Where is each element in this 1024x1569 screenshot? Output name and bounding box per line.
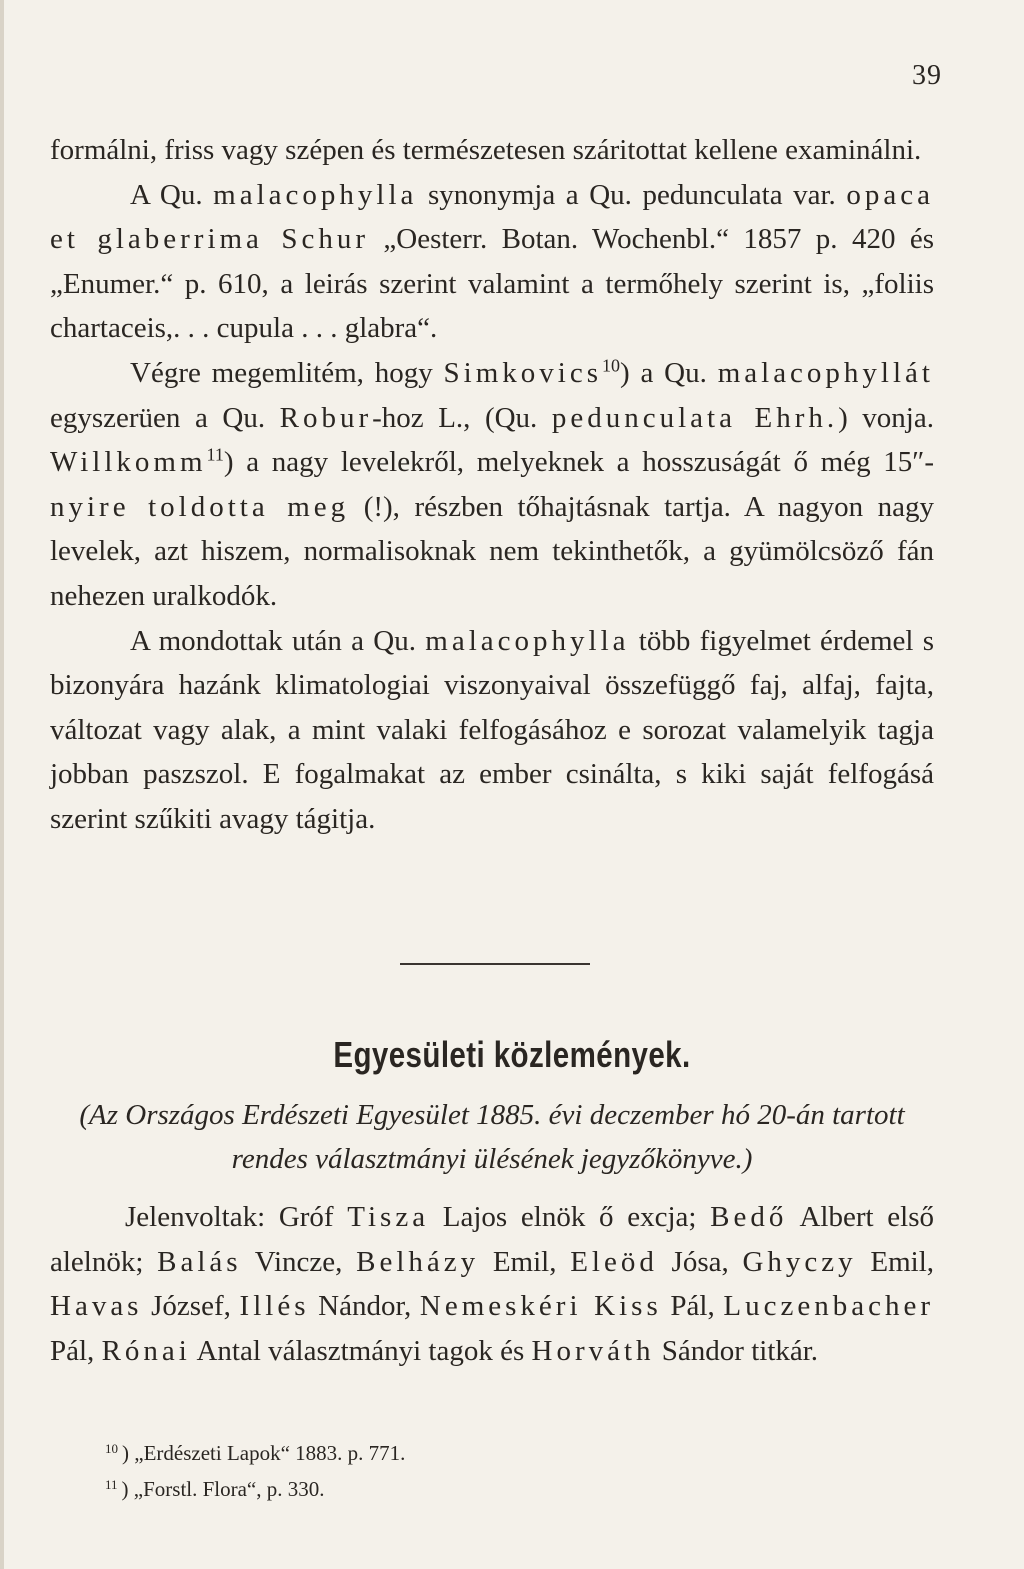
article-body (50, 128, 934, 842)
spaced-term: malacophylla (213, 178, 418, 211)
text-segment: -hoz L., (Qu. (372, 401, 552, 434)
text-segment: ) a Qu. (620, 356, 718, 389)
text-segment: Antal választmányi tagok és (190, 1334, 532, 1367)
footnote-ref: 11 (206, 444, 224, 465)
spaced-name: Simkovics (443, 356, 602, 389)
text-segment: Jósa, (657, 1245, 743, 1278)
spaced-name: Bedő (710, 1201, 788, 1233)
paragraph-4 (50, 619, 934, 842)
spaced-name: Horváth (531, 1334, 655, 1367)
text-segment: A mondottak után a Qu. (130, 624, 426, 657)
text-segment: Nándor, (309, 1290, 420, 1323)
spaced-term: malacophylla (425, 624, 630, 657)
attendees-paragraph (50, 1195, 934, 1373)
spaced-name: Rónai (101, 1334, 191, 1367)
spaced-name: Belházy (356, 1245, 480, 1278)
footnotes (105, 1433, 405, 1505)
footnote-item (105, 1469, 405, 1505)
text-segment: Vincze, (241, 1245, 357, 1278)
text-segment: A Qu. (130, 178, 214, 211)
footnote-mark: 10 (105, 1441, 118, 1456)
spaced-term: Robur (279, 401, 373, 434)
spaced-name: Luczenbacher (723, 1290, 935, 1323)
text-segment: Emil, (479, 1245, 571, 1278)
section-title: Egyesületi közlemények. (333, 1034, 691, 1075)
text-segment: „Oesterr. Botan. Wochenbl.“ 1857 p. 420 és „Enumer.“ p. 610, a leirás szerint valamint a termőhely szerint is, „foliis chartaceis,. . . cupula . . . glabra“. (50, 223, 934, 345)
spaced-name: Ghyczy (742, 1245, 857, 1278)
spaced-name: Nemeskéri Kiss (419, 1290, 662, 1323)
footnote-ref: 10 (602, 355, 620, 376)
section-subtitle: (Az Országos Erdészeti Egyesület 1885. évi deczember hó 20-án tartott rendes választmányi ülésének jegyzőkönyve.) (79, 1099, 905, 1175)
text-segment: (!), részben tőhajtásnak tartja. A nagyon nagy levelek, azt hiszem, normalisoknak nem tekinthetők, a gyümölcsöző fán nehezen uralkodók. (50, 490, 934, 612)
text-segment: Végre megemlitém, hogy (130, 356, 444, 389)
text-segment: synonymja a Qu. pedunculata var. (417, 178, 847, 211)
text-segment: Albert első alelnök; (50, 1201, 934, 1278)
spaced-term: nyire toldotta meg (50, 490, 350, 523)
paragraph-3 (50, 351, 934, 619)
footnote-text: ) „Erdészeti Lapok“ 1883. p. 771. (122, 1441, 406, 1465)
text-segment: Sándor titkár. (654, 1334, 819, 1367)
spaced-term: pedunculata Ehrh. (551, 401, 839, 434)
spaced-name: Illés (239, 1290, 310, 1323)
text-segment: József, (142, 1290, 240, 1323)
text-segment: ) a nagy levelekről, melyeknek a hosszuságát ő még 15″- (223, 446, 934, 479)
spaced-name: Balás (157, 1245, 242, 1278)
footnote-text: ) „Forstl. Flora“, p. 330. (121, 1477, 325, 1501)
spaced-name: Willkomm (50, 446, 207, 479)
text-segment: Jelenvoltak: Gróf (125, 1201, 348, 1233)
spaced-term: opaca et glaberrima Schur (50, 178, 934, 256)
spaced-name: Eleöd (570, 1245, 658, 1278)
paragraph-2 (50, 173, 934, 351)
footnote-mark: 11 (105, 1477, 118, 1492)
section-divider (400, 963, 590, 965)
spaced-term: malacophyllát (717, 356, 934, 389)
paragraph-1 (50, 128, 934, 173)
text-segment: egyszerüen a Qu. (50, 401, 280, 434)
text-segment: több figyelmet érdemel s bizonyára hazánk klimatologiai viszonyaival összefüggő faj, alfaj, fajta, változat vagy alak, a mint valaki felfogásához e sorozat valamelyik tagja jobban paszszol. E fogalmakat az ember csinálta, s kiki saját felfogásá szerint szűkiti avagy tágitja. (50, 624, 934, 835)
spaced-name: Havas (50, 1290, 143, 1323)
text-segment: Lajos elnök ő excja; (429, 1201, 711, 1233)
text-segment: ) vonja. (838, 401, 934, 434)
text-segment: Emil, (856, 1245, 935, 1278)
page-edge (0, 0, 4, 1569)
text-segment: formálni, friss vagy szépen és természetesen száritottat kellene examinálni. (50, 134, 922, 166)
footnote-item (105, 1433, 405, 1469)
spaced-name: Tisza (347, 1201, 430, 1233)
text-segment: Pál, (661, 1290, 724, 1323)
page-number: 39 (912, 60, 942, 91)
text-segment: Pál, (50, 1334, 102, 1367)
